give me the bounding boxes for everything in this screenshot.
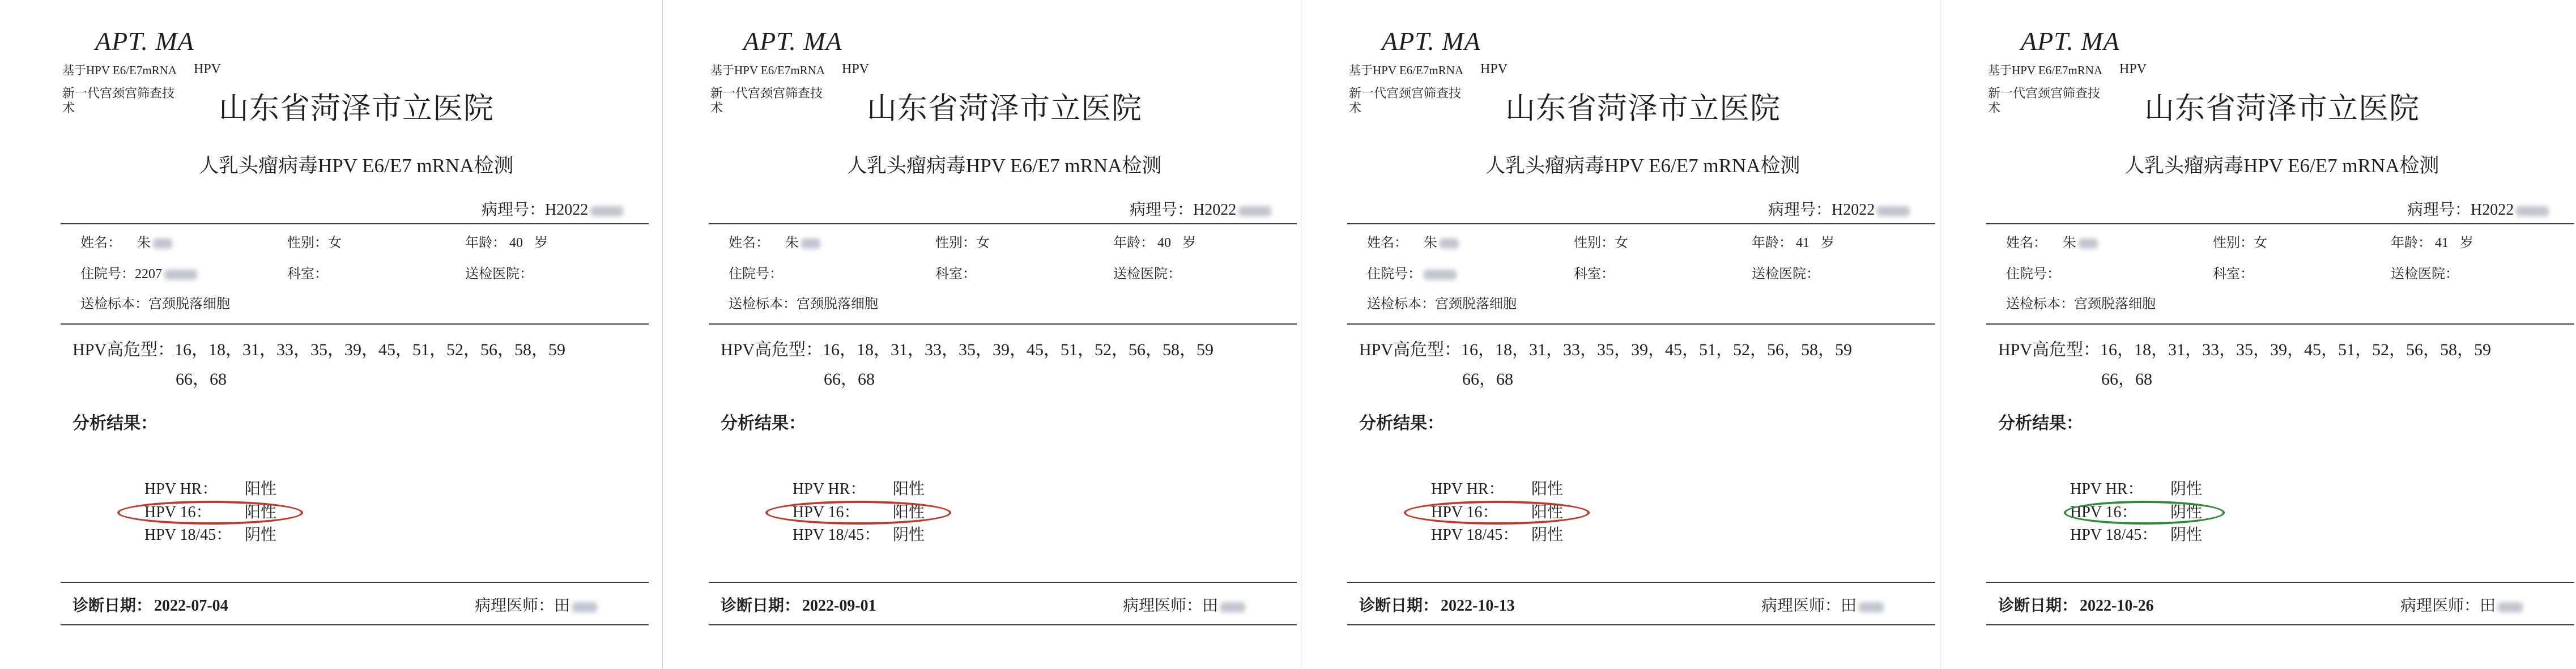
diagnosis-date	[1998, 598, 2154, 614]
divider-top	[1347, 223, 1935, 224]
result-1845-value: 阴性	[245, 526, 277, 544]
high-risk-types	[1998, 342, 2491, 359]
patient-name-value: 朱	[1424, 236, 1437, 250]
specimen-value: 宫颈脱落细胞	[2074, 297, 2156, 312]
patient-age	[1752, 236, 1834, 250]
submitting-hospital-label: 送检医院：	[1113, 267, 1181, 282]
redacted-text	[572, 602, 597, 612]
department-label: 科室：	[2213, 267, 2254, 282]
admission-number-label: 住院号：	[2006, 267, 2060, 282]
patient-sex	[935, 236, 990, 250]
divider-results	[709, 582, 1297, 583]
redacted-text	[1877, 206, 1910, 216]
report-panel	[1940, 0, 2576, 669]
high-risk-types	[73, 342, 565, 359]
pathology-number-label: 病理号：	[1768, 201, 1832, 219]
patient-age-value: 41	[2435, 236, 2449, 250]
tech-hpv-label: HPV	[2119, 62, 2147, 76]
admission-number-label: 住院号：	[1367, 267, 1421, 282]
divider-results	[61, 582, 649, 583]
result-hr-label: HPV HR：	[1431, 480, 1505, 498]
diagnosis-date-label: 诊断日期：	[721, 597, 801, 615]
tech-line-3: 术	[1988, 101, 2001, 115]
pathologist-label: 病理医师：	[1123, 597, 1203, 615]
patient-age	[2391, 236, 2473, 250]
diagnosis-date	[1359, 598, 1515, 614]
patient-name-label: 姓名：	[80, 236, 121, 250]
patient-sex-value: 女	[976, 236, 990, 250]
report-content	[663, 0, 1301, 669]
redacted-text	[1440, 238, 1459, 249]
patient-age-label: 年龄：	[1752, 236, 1792, 250]
tech-line-2: 新一代宫颈宫筛查技	[1988, 86, 2101, 100]
submitting-hospital	[2391, 267, 2459, 281]
result-1845-label: HPV 18/45：	[144, 526, 232, 544]
hospital-name: 山东省菏泽市立医院	[2144, 92, 2420, 125]
diagnosis-date-value: 2022-10-13	[1441, 597, 1515, 615]
patient-age-label: 年龄：	[2391, 236, 2432, 250]
brand-logo-text: APT. MA	[1382, 27, 1481, 56]
redacted-text	[1859, 602, 1884, 612]
high-risk-types-label: HPV高危型：	[721, 340, 823, 359]
pathologist	[1761, 598, 1884, 614]
redacted-text	[1220, 602, 1245, 612]
specimen	[2006, 297, 2156, 311]
test-title: 人乳头瘤病毒HPV E6/E7 mRNA检测	[847, 155, 1162, 177]
redacted-text	[2516, 206, 2549, 216]
pathology-number-label: 病理号：	[1130, 201, 1194, 219]
submitting-hospital-label: 送检医院：	[1752, 267, 1820, 282]
tech-hpv-label: HPV	[1480, 62, 1508, 76]
tech-line-1: 基于HPV E6/E7mRNA	[62, 63, 177, 77]
pathologist-value: 田	[554, 597, 570, 615]
specimen-label: 送检标本：	[80, 297, 148, 312]
patient-name	[2006, 236, 2098, 250]
patient-name-value: 朱	[137, 236, 151, 250]
tech-line-3: 术	[62, 101, 75, 115]
patient-age-label: 年龄：	[1113, 236, 1154, 250]
pathologist-value: 田	[2480, 597, 2496, 615]
high-risk-types	[721, 342, 1214, 359]
department	[287, 267, 328, 281]
diagnosis-date-value: 2022-09-01	[802, 597, 876, 615]
result-1845-value: 阴性	[1531, 526, 1564, 544]
specimen-value: 宫颈脱落细胞	[1435, 297, 1517, 312]
redacted-text	[164, 270, 197, 280]
patient-sex-label: 性别：	[287, 236, 328, 250]
patient-age-unit: 岁	[1182, 236, 1196, 250]
result-hr-label: HPV HR：	[793, 480, 866, 498]
submitting-hospital-label: 送检医院：	[2391, 267, 2459, 282]
patient-age-unit: 岁	[1821, 236, 1834, 250]
submitting-hospital	[465, 267, 533, 281]
department	[1574, 267, 1615, 281]
pathologist-label: 病理医师：	[2400, 597, 2480, 615]
result-16-label: HPV 16：	[793, 504, 860, 521]
report-panel	[1301, 0, 1940, 669]
divider-info	[1347, 323, 1935, 325]
redacted-text	[153, 238, 172, 249]
tech-line-2: 新一代宫颈宫筛查技	[710, 86, 823, 100]
pathology-number-value: H2022	[2471, 201, 2514, 219]
pathologist-value: 田	[1202, 597, 1219, 615]
high-risk-types-list-continued: 66，68	[824, 370, 875, 389]
pathologist	[2400, 598, 2523, 614]
specimen-value: 宫颈脱落细胞	[148, 297, 230, 312]
specimen-value: 宫颈脱落细胞	[797, 297, 878, 312]
high-risk-types-list: 16，18，31，33，35，39，45，51，52，56，58，59	[2100, 340, 2492, 359]
divider-results	[1347, 582, 1935, 583]
tech-hpv-label: HPV	[842, 62, 870, 76]
pathologist-label: 病理医师：	[475, 597, 555, 615]
result-hr-value: 阳性	[1531, 480, 1564, 498]
admission-number	[80, 267, 197, 281]
diagnosis-date-label: 诊断日期：	[73, 597, 152, 615]
tech-line-1: 基于HPV E6/E7mRNA	[1988, 63, 2103, 77]
brand-logo-text: APT. MA	[743, 27, 842, 56]
admission-number	[2006, 267, 2060, 281]
divider-top	[1986, 223, 2574, 224]
result-16-label: HPV 16：	[1431, 504, 1498, 521]
submitting-hospital	[1113, 267, 1181, 281]
patient-age	[465, 236, 548, 250]
high-risk-types-label: HPV高危型：	[73, 340, 175, 359]
result-highlight-ellipse	[765, 501, 951, 525]
report-content	[15, 0, 653, 669]
redacted-text	[1238, 206, 1271, 216]
result-1845-label: HPV 18/45：	[2070, 526, 2158, 544]
pathology-number-label: 病理号：	[2407, 201, 2471, 219]
result-hr-value: 阳性	[245, 480, 277, 498]
patient-sex-value: 女	[328, 236, 342, 250]
redacted-text	[1424, 270, 1457, 280]
divider-info	[61, 323, 649, 325]
specimen-label: 送检标本：	[2006, 297, 2074, 312]
divider-results	[1986, 582, 2574, 583]
pathology-number	[1768, 202, 1910, 218]
result-1845-label: HPV 18/45：	[1431, 526, 1519, 544]
patient-age-label: 年龄：	[465, 236, 506, 250]
result-highlight-ellipse	[1404, 501, 1590, 525]
result-hr-label: HPV HR：	[144, 480, 218, 498]
patient-sex-label: 性别：	[935, 236, 976, 250]
divider-info	[709, 323, 1297, 325]
report-content	[1940, 0, 2576, 669]
high-risk-types-list-continued: 66，68	[176, 370, 227, 389]
specimen-label: 送检标本：	[1367, 297, 1435, 312]
report-panel	[0, 0, 662, 669]
result-16-value: 阳性	[893, 504, 925, 521]
result-16-value: 阴性	[2170, 504, 2203, 521]
patient-name-label: 姓名：	[1367, 236, 1408, 250]
admission-number-label: 住院号：	[80, 267, 135, 282]
divider-bottom	[1986, 624, 2574, 625]
admission-number	[1367, 267, 1457, 281]
pathologist	[1123, 598, 1245, 614]
diagnosis-date-label: 诊断日期：	[1998, 597, 2078, 615]
pathology-number	[1130, 202, 1271, 218]
patient-sex-value: 女	[1615, 236, 1628, 250]
result-1845-value: 阴性	[2170, 526, 2203, 544]
result-1845-label: HPV 18/45：	[793, 526, 880, 544]
redacted-text	[801, 238, 820, 249]
divider-info	[1986, 323, 2574, 325]
analysis-heading: 分析结果：	[721, 414, 806, 433]
patient-age	[1113, 236, 1196, 250]
analysis-heading: 分析结果：	[1359, 414, 1444, 433]
patient-sex-value: 女	[2254, 236, 2267, 250]
test-title: 人乳头瘤病毒HPV E6/E7 mRNA检测	[2124, 155, 2439, 177]
high-risk-types	[1359, 342, 1852, 359]
result-highlight-ellipse	[2064, 501, 2225, 525]
patient-name	[729, 236, 820, 250]
department	[935, 267, 976, 281]
result-hr-value: 阴性	[2170, 480, 2203, 498]
department-label: 科室：	[287, 267, 328, 282]
hospital-name: 山东省菏泽市立医院	[1505, 92, 1781, 125]
patient-age-unit: 岁	[2460, 236, 2473, 250]
high-risk-types-label: HPV高危型：	[1998, 340, 2101, 359]
analysis-heading: 分析结果：	[1998, 414, 2083, 433]
pathology-number-label: 病理号：	[482, 201, 546, 219]
tech-line-1: 基于HPV E6/E7mRNA	[1349, 63, 1464, 77]
report-panel	[662, 0, 1301, 669]
hospital-name: 山东省菏泽市立医院	[219, 92, 494, 125]
tech-line-3: 术	[1349, 101, 1362, 115]
submitting-hospital-label: 送检医院：	[465, 267, 533, 282]
patient-sex-label: 性别：	[1574, 236, 1615, 250]
admission-number-label: 住院号：	[729, 267, 783, 282]
result-hr-label: HPV HR：	[2070, 480, 2144, 498]
patient-age-value: 41	[1796, 236, 1809, 250]
specimen	[1367, 297, 1517, 311]
redacted-text	[2498, 602, 2523, 612]
diagnosis-date-label: 诊断日期：	[1359, 597, 1439, 615]
redacted-text	[2079, 238, 2098, 249]
test-title: 人乳头瘤病毒HPV E6/E7 mRNA检测	[1485, 155, 1800, 177]
brand-logo-text: APT. MA	[95, 27, 194, 56]
department-label: 科室：	[1574, 267, 1615, 282]
result-highlight-ellipse	[117, 501, 303, 525]
redacted-text	[590, 206, 623, 216]
diagnosis-date-value: 2022-07-04	[154, 597, 228, 615]
submitting-hospital	[1752, 267, 1820, 281]
tech-line-1: 基于HPV E6/E7mRNA	[710, 63, 825, 77]
specimen	[729, 297, 878, 311]
patient-sex-label: 性别：	[2213, 236, 2254, 250]
patient-age-value: 40	[1157, 236, 1171, 250]
department-label: 科室：	[935, 267, 976, 282]
report-content	[1301, 0, 1939, 669]
pathology-number-value: H2022	[1832, 201, 1875, 219]
result-1845-value: 阴性	[893, 526, 925, 544]
diagnosis-date	[721, 598, 876, 614]
patient-name	[1367, 236, 1459, 250]
hospital-name: 山东省菏泽市立医院	[867, 92, 1142, 125]
patient-name-label: 姓名：	[729, 236, 769, 250]
patient-age-unit: 岁	[534, 236, 548, 250]
patient-name-label: 姓名：	[2006, 236, 2047, 250]
pathology-number	[482, 202, 623, 218]
tech-hpv-label: HPV	[194, 62, 222, 76]
brand-logo-text: APT. MA	[2021, 27, 2120, 56]
pathologist-value: 田	[1841, 597, 1857, 615]
result-16-value: 阳性	[245, 504, 277, 521]
patient-name-value: 朱	[785, 236, 799, 250]
patient-name	[80, 236, 172, 250]
high-risk-types-list-continued: 66，68	[1462, 370, 1513, 389]
high-risk-types-list: 16，18，31，33，35，39，45，51，52，56，58，59	[174, 340, 566, 359]
tech-line-2: 新一代宫颈宫筛查技	[62, 86, 175, 100]
patient-name-value: 朱	[2063, 236, 2076, 250]
tech-line-3: 术	[710, 101, 723, 115]
department	[2213, 267, 2254, 281]
divider-bottom	[1347, 624, 1935, 625]
specimen-label: 送检标本：	[729, 297, 797, 312]
analysis-heading: 分析结果：	[73, 414, 157, 433]
diagnosis-date-value: 2022-10-26	[2080, 597, 2154, 615]
pathology-number-value: H2022	[545, 201, 589, 219]
divider-top	[709, 223, 1297, 224]
result-16-value: 阳性	[1531, 504, 1564, 521]
patient-sex	[2213, 236, 2267, 250]
pathology-number	[2407, 202, 2549, 218]
patient-age-value: 40	[509, 236, 523, 250]
pathologist	[475, 598, 597, 614]
admission-number	[729, 267, 783, 281]
high-risk-types-list-continued: 66，68	[2101, 370, 2152, 389]
divider-top	[61, 223, 649, 224]
high-risk-types-list: 16，18，31，33，35，39，45，51，52，56，58，59	[823, 340, 1214, 359]
specimen	[80, 297, 230, 311]
admission-number-value: 2207	[135, 267, 162, 282]
pathologist-label: 病理医师：	[1761, 597, 1841, 615]
diagnosis-date	[73, 598, 228, 614]
pathology-number-value: H2022	[1193, 201, 1237, 219]
result-16-label: HPV 16：	[2070, 504, 2138, 521]
test-title: 人乳头瘤病毒HPV E6/E7 mRNA检测	[199, 155, 514, 177]
patient-sex	[1574, 236, 1628, 250]
divider-bottom	[709, 624, 1297, 625]
patient-sex	[287, 236, 342, 250]
result-hr-value: 阳性	[893, 480, 925, 498]
tech-line-2: 新一代宫颈宫筛查技	[1349, 86, 1462, 100]
result-16-label: HPV 16：	[144, 504, 212, 521]
high-risk-types-list: 16，18，31，33，35，39，45，51，52，56，58，59	[1461, 340, 1853, 359]
divider-bottom	[61, 624, 649, 625]
high-risk-types-label: HPV高危型：	[1359, 340, 1462, 359]
